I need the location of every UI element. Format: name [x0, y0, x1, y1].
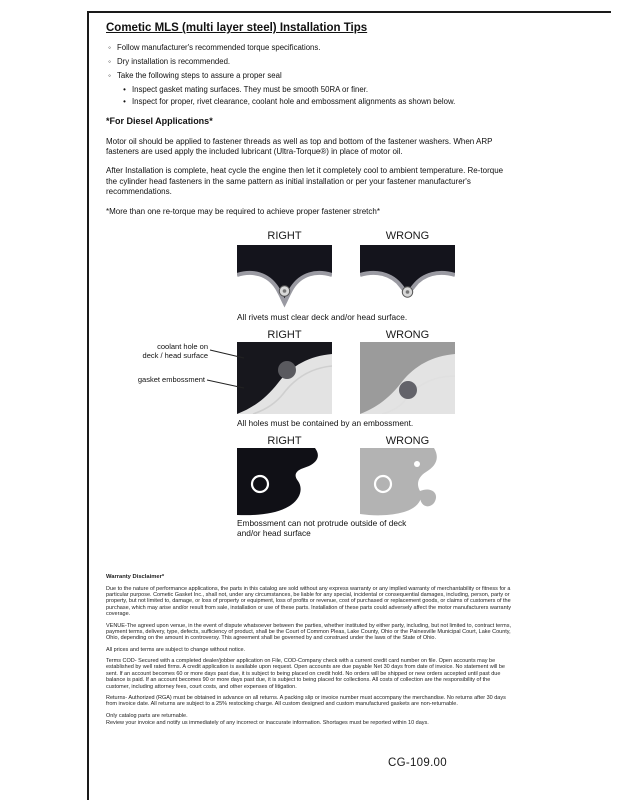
legal-paragraph: VENUE-The agreed upon venue, in the event of dispute whatsoever between the parties, whether instituted by either party, including, but not limited to, contract terms, payment terms, delivery, type, defects, sufficiency of product, shall be the Court of Common Pleas, Lake County, Ohio or the Painesville Municipal Court, Lake County, Ohio, depending on the amount in controversy. This agreement shall be governed by and construed under the laws of the State of Ohio. [106, 622, 511, 642]
legal-section [106, 574, 513, 731]
diagram-embossment-right-image [237, 342, 332, 414]
wrong-label: WRONG [385, 435, 430, 447]
tip-text: Inspect gasket mating surfaces. They must be smooth 50RA or finer. [132, 84, 369, 94]
right-label: RIGHT [267, 329, 302, 341]
legal-paragraph: Terms COD- Secured with a completed dealer/jobber application on File, COD-Company check with a current credit card number on file. Open accounts may be established by well rated firms. A credit application is available upon request. Open accounts are due payable Net 30 days from date of invoice. No statement will be sent. If an account becomes 60 or more days past due, it is subject to being placed on credit hold. No orders will be shipped or new orders accepted until past due balance is paid. If an account becomes 90 or more days past due, it is subject to being placed for collections. All costs of collection are the responsibility of the customer, including attorney fees, court costs, and other expenses of litigation. [106, 658, 505, 690]
filled-bullet-icon: • [123, 97, 126, 107]
tip-subitem [121, 97, 526, 106]
tip-text: Follow manufacturer's recommended torque specifications. [117, 43, 321, 52]
diagram-protrude-right-image [237, 448, 332, 516]
diagram-caption-2: All holes must be contained by an embossment. [237, 418, 414, 428]
tip-text: Dry installation is recommended. [117, 56, 231, 66]
diagram-embossment-wrong-image [360, 342, 455, 414]
diagram-rivet-wrong-image [360, 245, 455, 309]
diagram-protrude-wrong-image [360, 448, 455, 516]
tip-item [106, 57, 526, 66]
wrong-label: WRONG [385, 230, 430, 242]
annotation-coolant-hole: coolant hole on deck / head surface [142, 342, 208, 361]
open-bullet-icon: ◦ [108, 43, 111, 52]
legal-paragraph: Only catalog parts are returnable. [106, 712, 188, 719]
diagram-caption-3: Embossment can not protrude outside of deck and/or head surface [237, 518, 407, 539]
legal-paragraph: Due to the nature of performance applications, the parts in this catalog are sold without any express warranty or any implied warranty of merchantability or fitness for a particular purpose. Cometic Gasket Inc., shall not, under any circumstances, be liable for any special, incidental or consequential damages, including, person, party or property, but not limited to, damage, or loss of property or equipment, loss of profits or revenue, cost of purchased or replacement goods, or claims of customers of the purchase, which may arise and/or result from sale, installation or use of these parts. Installation of these parts could adversely affect the motor manufacturers warranty coverage. [106, 585, 511, 618]
tip-item [106, 43, 526, 52]
installation-tips-list [106, 43, 526, 110]
tip-text: Inspect for proper, rivet clearance, coolant hole and embossment alignments as shown below. [132, 97, 456, 107]
legal-paragraph: Returns- Authorized (RGA) must be obtained in advance on all returns. A packing slip or invoice number must accompany the merchandise. No returns after 30 days from invoice date. All returns are subject to a 25% restocking charge. All custom designed and custom manufactured gaskets are non-returnable. [106, 694, 506, 708]
diesel-applications-section [106, 116, 516, 226]
filled-bullet-icon: • [123, 84, 126, 94]
wrong-label: WRONG [385, 329, 430, 341]
tip-subitem [121, 85, 526, 94]
diesel-paragraph-3: *More than one re-torque may be required to achieve proper fastener stretch* [106, 206, 380, 216]
open-bullet-icon: ◦ [108, 70, 111, 80]
right-label: RIGHT [267, 435, 302, 447]
diagram-section [88, 228, 518, 563]
open-bullet-icon: ◦ [108, 56, 111, 66]
warranty-heading: Warranty Disclaimer* [106, 574, 165, 580]
diagram-caption-1: All rivets must clear deck and/or head surface. [237, 312, 408, 322]
tip-item [106, 71, 526, 80]
page-number: CG-109.00 [388, 757, 447, 769]
legal-paragraph: All prices and terms are subject to change without notice. [106, 646, 246, 653]
diagram-rivet-right-image [237, 245, 332, 309]
page-border-top [88, 11, 611, 13]
diesel-heading: *For Diesel Applications* [106, 116, 213, 126]
diesel-paragraph-1: Motor oil should be applied to fastener threads as well as top and bottom of the fastener washers. When ARP fasteners are used apply the included lubricant (Ultra-Torque®) in place of motor oil. [106, 136, 493, 157]
tip-text: Take the following steps to assure a proper seal [117, 70, 282, 80]
diesel-paragraph-2: After Installation is complete, heat cycle the engine then let it completely cool to ambient temperature. Re-torque the cylinder head fasteners in the same pattern as initial installation or per your fastener manufacturer's recommendations. [106, 166, 504, 197]
annotation-gasket-embossment: gasket embossment [137, 375, 205, 384]
legal-paragraph: Review your invoice and notify us immediately of any incorrect or inaccurate information. Shortages must be reported within 10 days. [106, 720, 429, 727]
right-label: RIGHT [267, 230, 302, 242]
page-title: Cometic MLS (multi layer steel) Installation Tips [106, 22, 368, 34]
